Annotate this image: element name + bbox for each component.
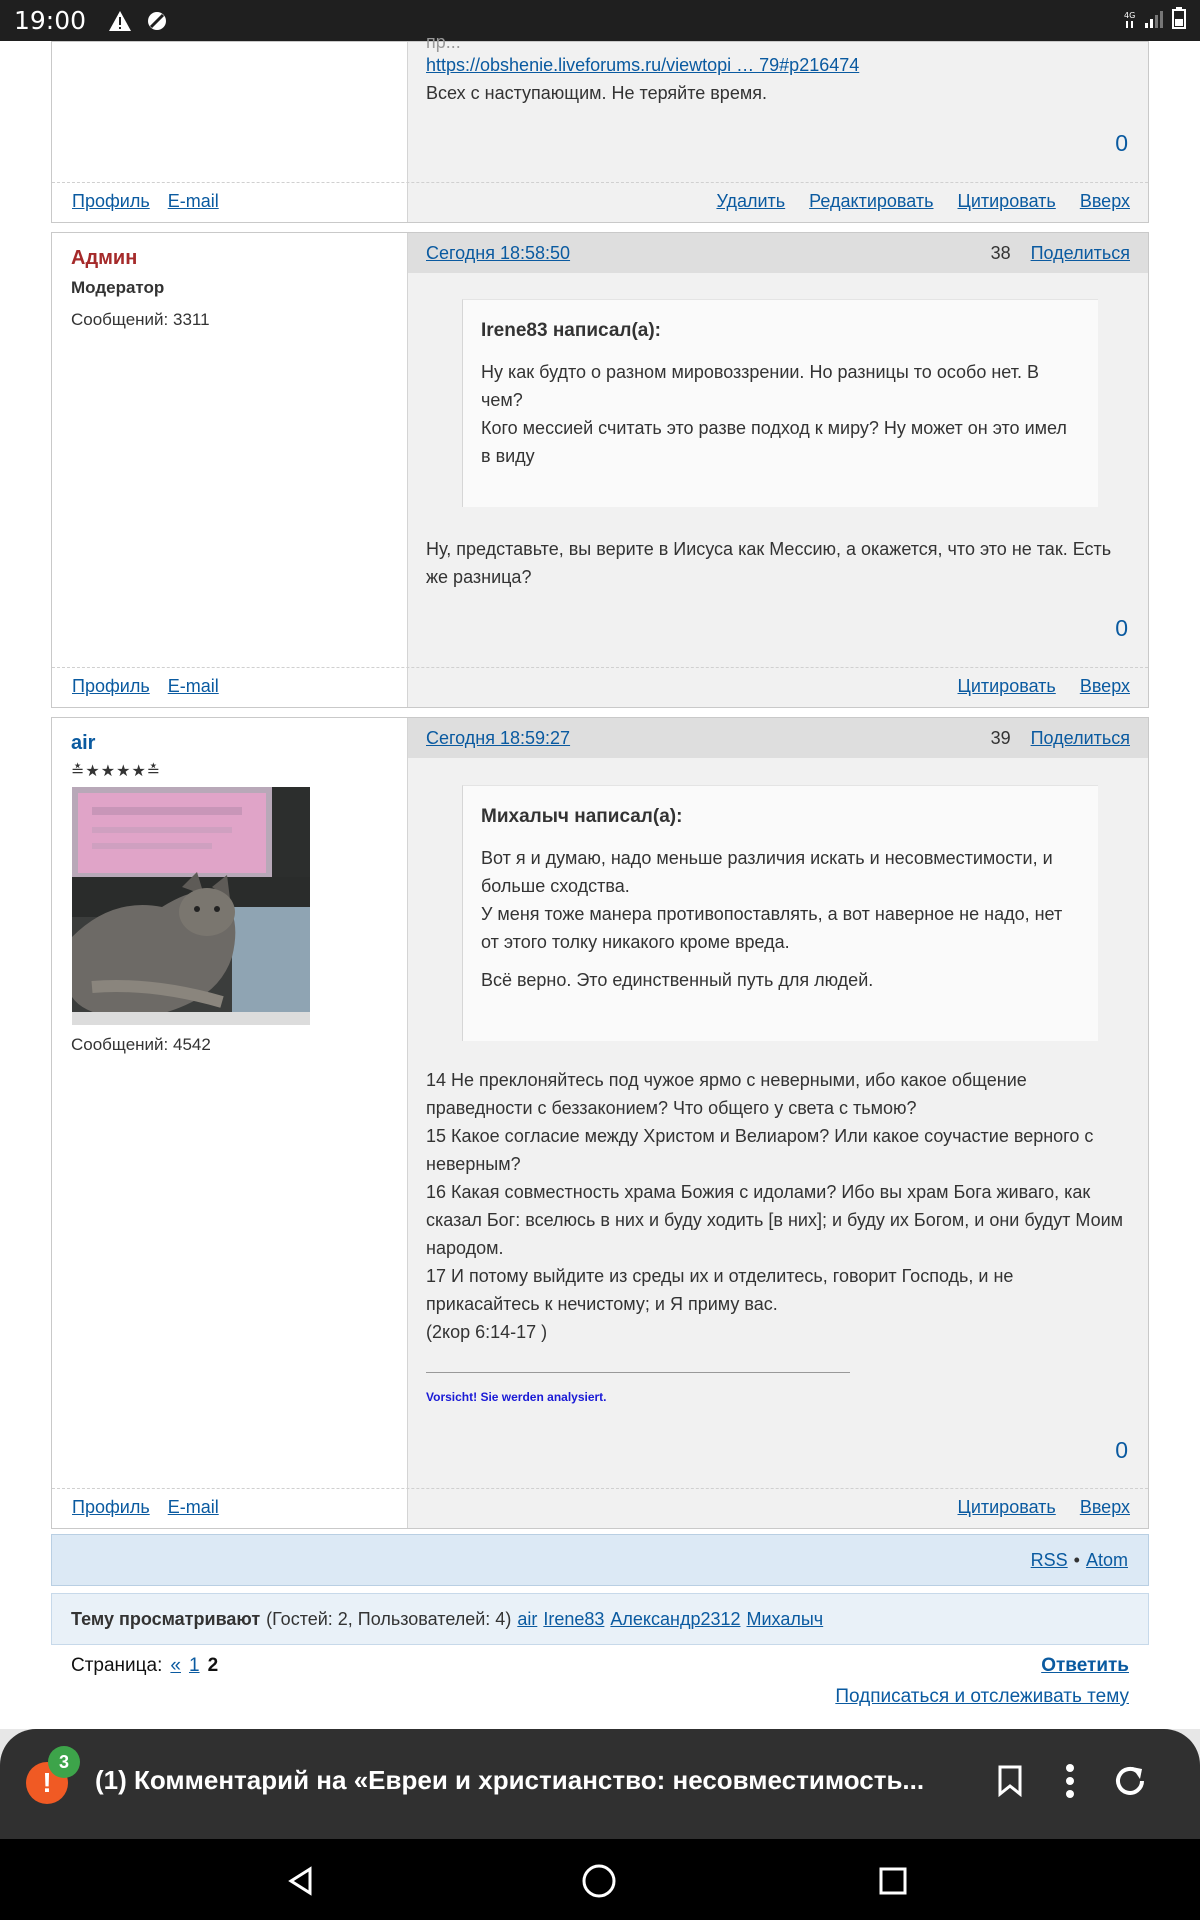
more-options-icon[interactable]	[1050, 1759, 1090, 1803]
post-2-header	[408, 233, 1148, 273]
viewers-counts: (Гостей: 2, Пользователей: 4)	[266, 1608, 512, 1629]
verse-line: 15 Какое согласие между Христом и Велиаром? Или какое соучастие верного с неверным?	[426, 1126, 1094, 1174]
post-2-author-column	[52, 233, 408, 707]
viewer-user-link[interactable]: Irene83	[543, 1608, 605, 1629]
quote-link[interactable]: Цитировать	[957, 1497, 1056, 1517]
viewers-label: Тему просматривают	[71, 1608, 261, 1629]
quote-line: Всё верно. Это единственный путь для людей.	[481, 970, 874, 990]
feed-links-bar	[51, 1534, 1149, 1586]
profile-link[interactable]: Профиль	[72, 676, 150, 696]
profile-link[interactable]: Профиль	[72, 191, 150, 211]
top-link[interactable]: Вверх	[1079, 191, 1130, 211]
atom-link[interactable]: Atom	[1085, 1549, 1128, 1570]
post-2-author-role: Модератор	[71, 278, 165, 297]
status-time: 19:00	[14, 6, 87, 35]
signal-icon	[1144, 5, 1166, 36]
top-link[interactable]: Вверх	[1079, 1497, 1130, 1517]
tab-title[interactable]: (1) Комментарий на «Евреи и христианство: несовместимость...	[95, 1765, 925, 1795]
delete-link[interactable]: Удалить	[716, 191, 786, 211]
post-3-number: 39	[990, 727, 1011, 748]
bookmark-icon[interactable]	[990, 1759, 1030, 1803]
subscribe-link[interactable]: Подписаться и отслеживать тему	[835, 1686, 1129, 1707]
post-3-date[interactable]: Сегодня 18:59:27	[426, 727, 571, 748]
quote-author: Михалыч написал(а):	[481, 806, 683, 827]
post-3-message-count: Сообщений: 4542	[71, 1035, 211, 1054]
pager-label: Страница:	[71, 1655, 163, 1676]
back-icon[interactable]	[281, 1861, 321, 1901]
viewer-user-link[interactable]: Михалыч	[746, 1608, 824, 1629]
post-2-quote	[462, 299, 1098, 507]
quote-author: Irene83 написал(а):	[481, 320, 662, 341]
post-3-content	[408, 718, 1148, 1488]
notification-count-badge: 3	[48, 1746, 80, 1778]
post-2-likes[interactable]: 0	[1115, 615, 1128, 641]
verse-line: 16 Какая совместность храма Божия с идолами? Ибо вы храм Бога живаго, как сказал Бог: вселюсь в них и буду ходить [в них]; и буду их Богом, и они будут Моим народом.	[426, 1182, 1124, 1258]
reply-link[interactable]: Ответить	[1041, 1655, 1129, 1676]
pagination	[71, 1655, 218, 1677]
signature: Vorsicht! Sie werden analysiert.	[426, 1390, 607, 1404]
pager-current-page: 2	[207, 1655, 219, 1676]
post-3-footer	[52, 1488, 1148, 1528]
post-2-message-count: Сообщений: 3311	[71, 310, 210, 329]
reload-icon[interactable]	[1110, 1759, 1150, 1803]
rating-stars: ≛★★★★≛	[71, 763, 162, 780]
email-link[interactable]: E-mail	[167, 676, 219, 696]
system-indicators	[1124, 5, 1186, 36]
system-navigation-bar	[0, 1839, 1200, 1920]
quote-link[interactable]: Цитировать	[957, 676, 1056, 696]
quote-line: У меня тоже манера противопоставлять, а вот наверное не надо, нет от этого толку никакого кроме вреда.	[481, 904, 1063, 952]
pager-prev[interactable]: «	[170, 1655, 181, 1676]
quote-line: Ну как будто о разном мировоззрении. Но разницы то особо нет. В чем?	[481, 362, 1039, 410]
post-1-text: Всех с наступающим. Не теряйте время.	[426, 83, 767, 103]
feed-separator: •	[1073, 1549, 1080, 1570]
tab-notification-bar	[0, 1729, 1200, 1839]
recents-icon[interactable]	[873, 1861, 913, 1901]
post-3	[51, 717, 1149, 1529]
edit-link[interactable]: Редактировать	[809, 191, 934, 211]
post-1-likes[interactable]: 0	[1115, 130, 1128, 156]
post-3-author-column	[52, 718, 408, 1528]
profile-link[interactable]: Профиль	[72, 1497, 150, 1517]
quote-link[interactable]: Цитировать	[957, 191, 1056, 211]
svg-text:4G: 4G	[1124, 11, 1136, 20]
post-1	[51, 32, 1149, 223]
email-link[interactable]: E-mail	[167, 191, 219, 211]
top-link[interactable]: Вверх	[1079, 676, 1130, 696]
verse-line: 17 И потому выйдите из среды их и отделитесь, говорит Господь, и не прикасайтесь к нечистому; и Я приму вас.	[426, 1266, 1014, 1314]
pager-page-1[interactable]: 1	[188, 1655, 200, 1676]
post-1-partial-text: пр...	[426, 32, 461, 52]
battery-icon	[1172, 5, 1186, 36]
post-3-quote	[462, 785, 1098, 1041]
viewer-user-link[interactable]: Александр2312	[610, 1608, 741, 1629]
post-3-author-name[interactable]: air	[71, 732, 96, 754]
post-1-footer	[52, 182, 1148, 222]
post-3-likes[interactable]: 0	[1115, 1437, 1128, 1463]
viewer-user-link[interactable]: air	[517, 1608, 538, 1629]
post-3-text	[426, 1066, 1132, 1346]
post-2-author-name[interactable]: Админ	[71, 247, 138, 269]
post-2	[51, 232, 1149, 708]
post-2-share[interactable]: Поделиться	[1030, 242, 1130, 263]
post-2-date[interactable]: Сегодня 18:58:50	[426, 242, 571, 263]
quote-line: Кого мессией считать это разве подход к миру? Ну может он это имел в виду	[481, 418, 1067, 466]
tab-notification[interactable]	[0, 1729, 1200, 1839]
verse-reference: (2кор 6:14-17 )	[426, 1322, 548, 1342]
warning-icon	[108, 10, 132, 32]
avatar	[72, 787, 310, 1025]
verse-line: 14 Не преклоняйтесь под чужое ярмо с неверными, ибо какое общение праведности с беззаконием? Что общего у света с тьмою?	[426, 1070, 1027, 1118]
post-3-header	[408, 718, 1148, 758]
email-link[interactable]: E-mail	[167, 1497, 219, 1517]
post-2-text: Ну, представьте, вы верите в Иисуса как Мессию, а окажется, что это не так. Есть же разница?	[426, 539, 1112, 587]
home-icon[interactable]	[579, 1861, 619, 1901]
alert-icon: !	[26, 1762, 68, 1804]
post-2-footer	[52, 667, 1148, 707]
blocked-icon	[146, 10, 168, 32]
topic-viewers	[51, 1593, 1149, 1645]
rss-link[interactable]: RSS	[1030, 1549, 1068, 1570]
post-2-number: 38	[990, 242, 1011, 263]
post-1-link[interactable]: https://obshenie.liveforums.ru/viewtopi … 79#p216474	[426, 55, 860, 75]
post-3-share[interactable]: Поделиться	[1030, 727, 1130, 748]
post-2-content	[408, 233, 1148, 667]
quote-line: Вот я и думаю, надо меньше различия искать и несовместимости, и больше сходства.	[481, 848, 1053, 896]
signature-divider	[426, 1372, 850, 1373]
